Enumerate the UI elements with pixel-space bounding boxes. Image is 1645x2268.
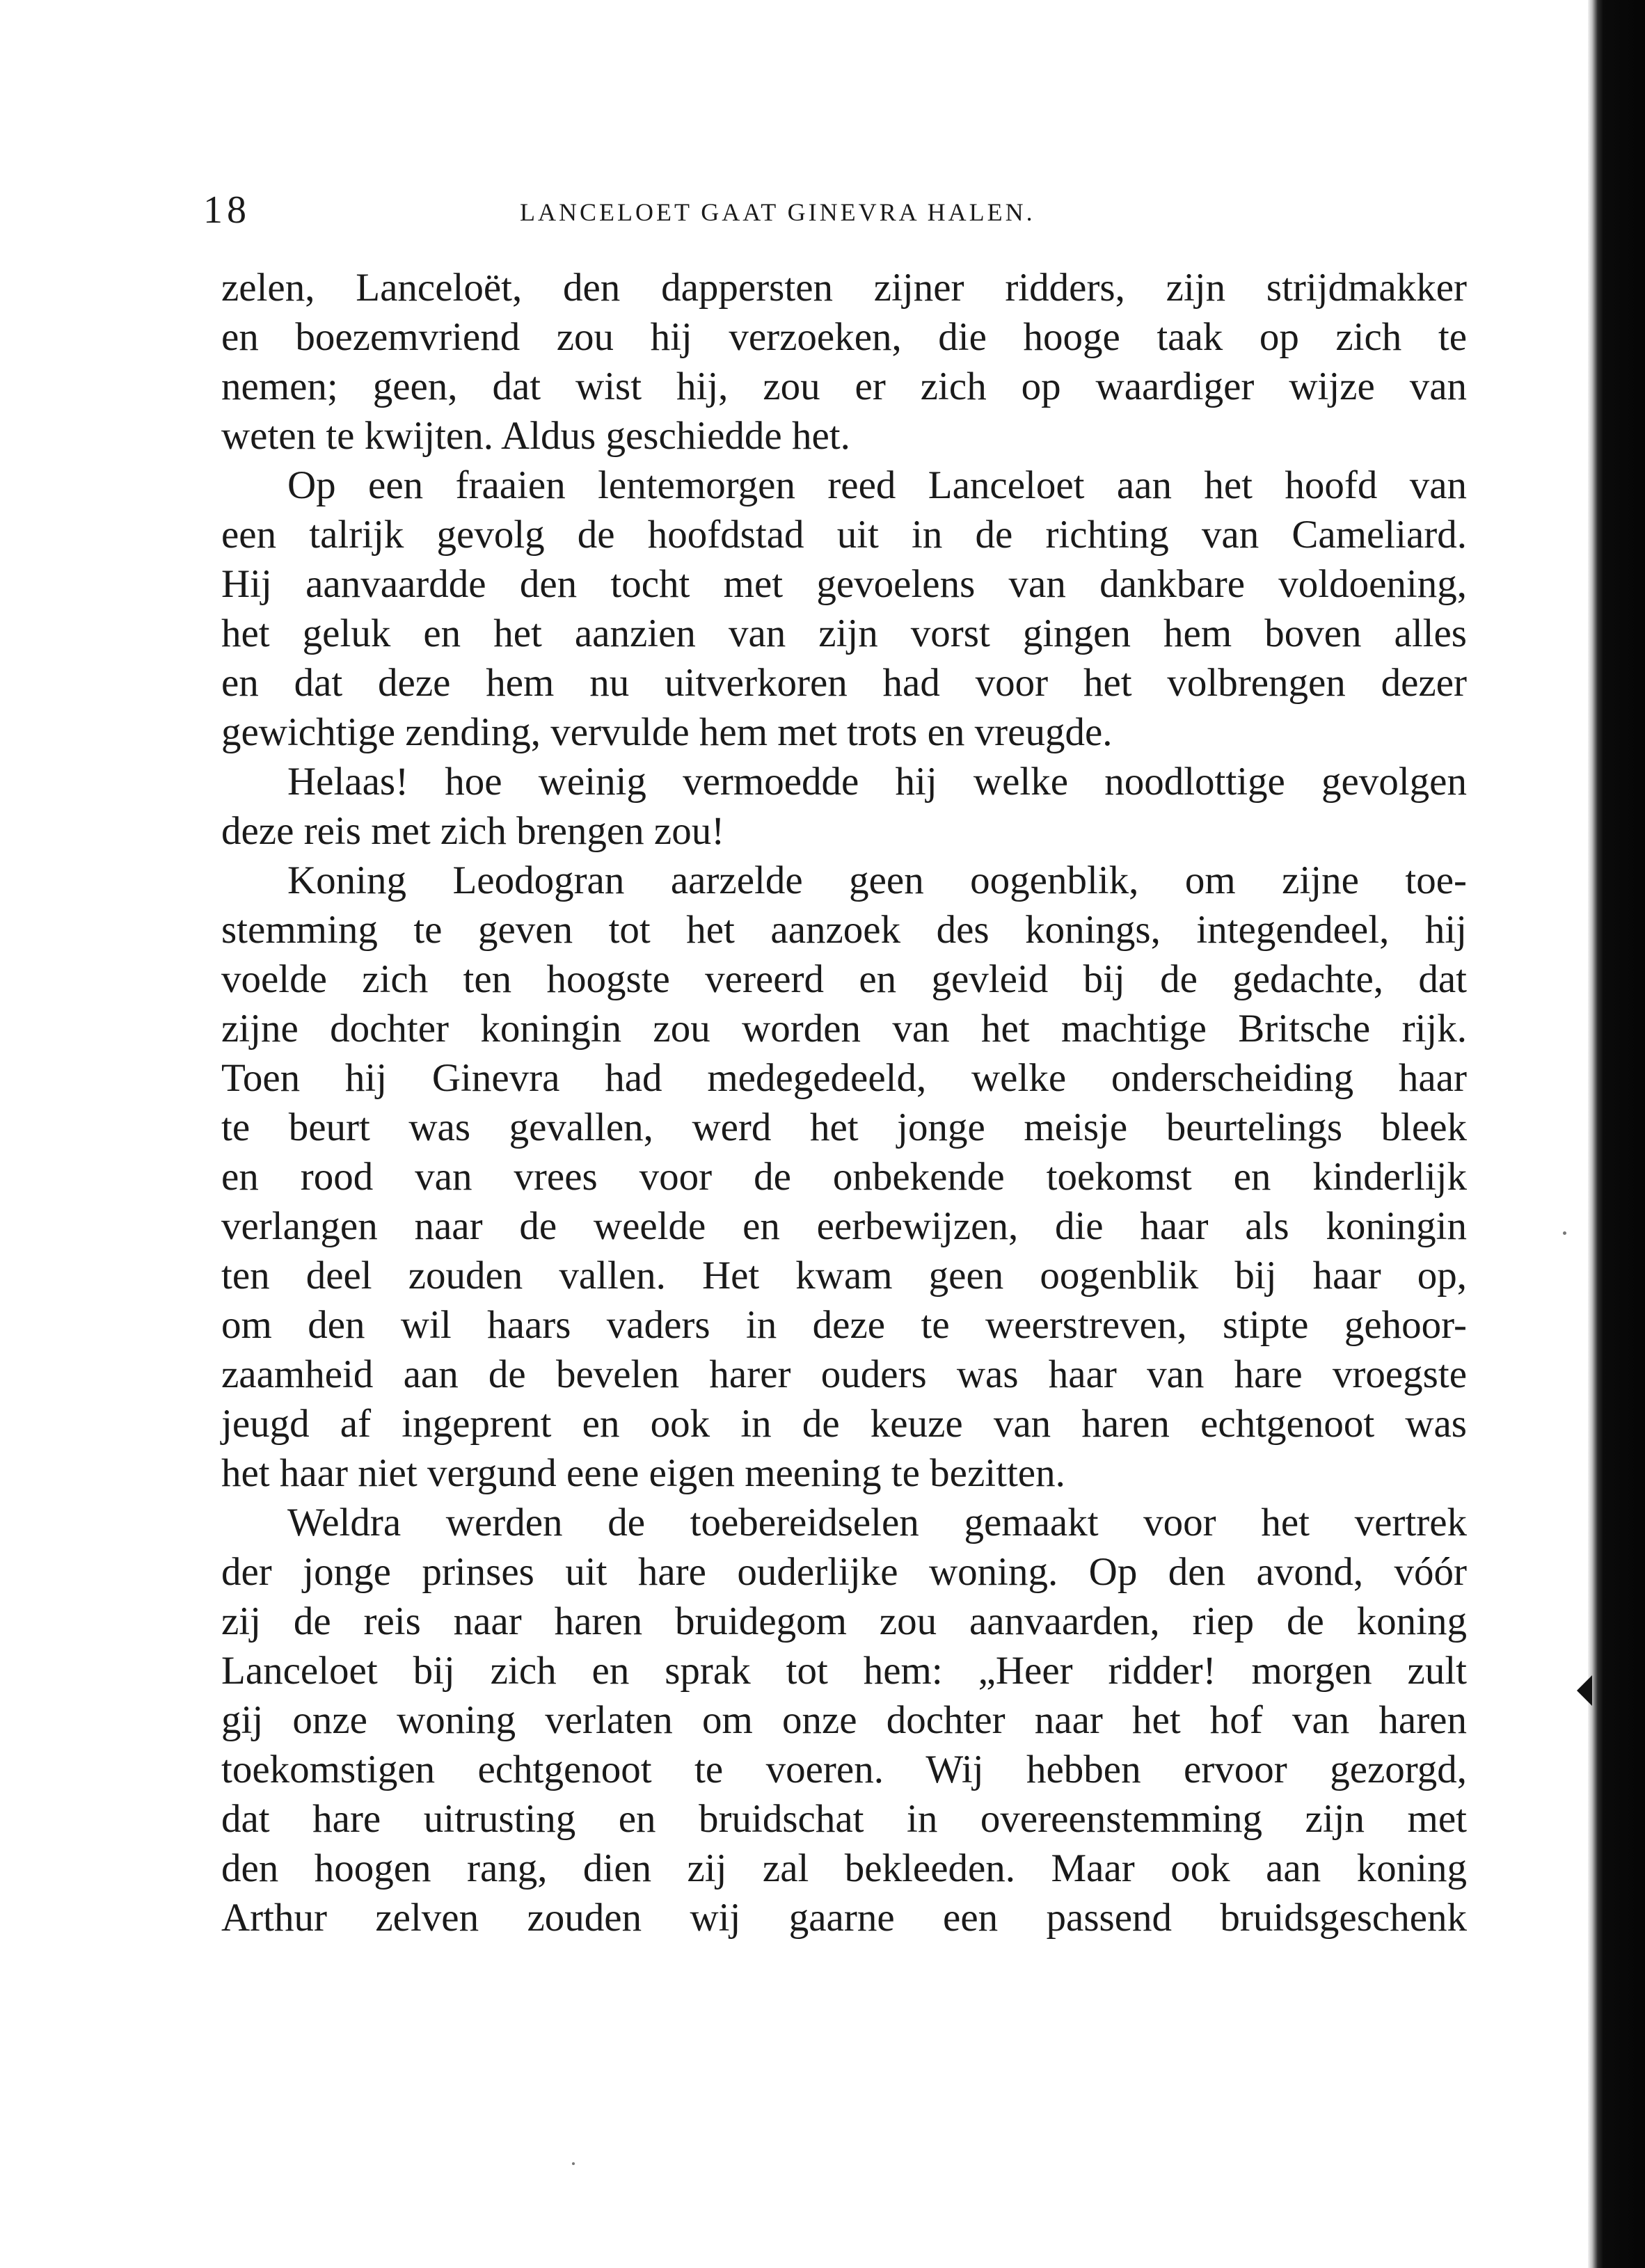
text-line: nemen; geen, dat wist hij, zou er zich op waardiger wijze van: [221, 365, 1467, 408]
scan-speck: [572, 2162, 575, 2165]
text-line: jeugd af ingeprent en ook in de keuze van haren echtgenoot was: [221, 1402, 1467, 1446]
text-line: ten deel zouden vallen. Het kwam geen oogenblik bij haar op,: [221, 1254, 1467, 1297]
text-line: toekomstigen echtgenoot te voeren. Wij hebben ervoor gezorgd,: [221, 1748, 1467, 1791]
body-text: [221, 263, 1467, 1942]
chapter-title: LANCELOET GAAT GINEVRA HALEN.: [520, 198, 1035, 226]
text-line: der jonge prinses uit hare ouderlijke woning. Op den avond, vóór: [221, 1550, 1467, 1594]
page-number: 18: [203, 189, 251, 232]
book-spine-edge: [1588, 0, 1645, 2268]
text-line: Lanceloet bij zich en sprak tot hem: „Heer ridder! morgen zult: [221, 1649, 1467, 1693]
text-line: en boezemvriend zou hij verzoeken, die hooge taak op zich te: [221, 315, 1467, 359]
text-line: gij onze woning verlaten om onze dochter naar het hof van haren: [221, 1698, 1467, 1742]
text-line: en dat deze hem nu uitverkoren had voor het volbrengen dezer: [221, 661, 1467, 705]
text-line: het geluk en het aanzien van zijn vorst gingen hem boven alles: [221, 612, 1467, 655]
text-line: weten te kwijten. Aldus geschiedde het.: [221, 414, 850, 458]
text-line: een talrijk gevolg de hoofdstad uit in de richting van Cameliard.: [221, 513, 1467, 557]
text-line: verlangen naar de weelde en eerbewijzen, die haar als koningin: [221, 1204, 1467, 1248]
text-line: dat hare uitrusting en bruidschat in overeenstemming zijn met: [221, 1797, 1467, 1841]
text-line: zij de reis naar haren bruidegom zou aanvaarden, riep de koning: [221, 1599, 1467, 1643]
text-line: Toen hij Ginevra had medegedeeld, welke onderscheiding haar: [221, 1056, 1467, 1100]
text-line: gewichtige zending, vervulde hem met trots en vreugde.: [221, 710, 1113, 754]
text-line: stemming te geven tot het aanzoek des konings, integendeel, hij: [221, 908, 1467, 952]
text-line: om den wil haars vaders in deze te weerstreven, stipte gehoor-: [221, 1303, 1467, 1347]
text-line: Arthur zelven zouden wij gaarne een passend bruidsgeschenk: [221, 1896, 1467, 1940]
text-line: zaamheid aan de bevelen harer ouders was haar van hare vroegste: [221, 1352, 1467, 1396]
text-line: Hij aanvaardde den tocht met gevoelens van dankbare voldoening,: [221, 562, 1467, 606]
text-line: Op een fraaien lentemorgen reed Lanceloet aan het hoofd van: [287, 463, 1467, 507]
text-line: deze reis met zich brengen zou!: [221, 809, 725, 853]
text-line: Weldra werden de toebereidselen gemaakt voor het vertrek: [287, 1501, 1467, 1544]
running-head: [203, 188, 1463, 243]
text-line: zijne dochter koningin zou worden van het machtige Britsche rijk.: [221, 1007, 1467, 1051]
text-line: Helaas! hoe weinig vermoedde hij welke noodlottige gevolgen: [287, 760, 1467, 804]
page-edge-notch: [1577, 1675, 1592, 1706]
scan-speck: [1563, 1231, 1566, 1235]
text-line: voelde zich ten hoogste vereerd en gevleid bij de gedachte, dat: [221, 957, 1467, 1001]
text-line: en rood van vrees voor de onbekende toekomst en kinderlijk: [221, 1155, 1467, 1199]
text-line: Koning Leodogran aarzelde geen oogenblik, om zijne toe-: [287, 859, 1467, 902]
text-line: te beurt was gevallen, werd het jonge meisje beurtelings bleek: [221, 1105, 1467, 1149]
text-line: den hoogen rang, dien zij zal bekleeden. Maar ook aan koning: [221, 1846, 1467, 1890]
text-line: zelen, Lanceloët, den dappersten zijner ridders, zijn strijdmakker: [221, 266, 1467, 310]
text-line: het haar niet vergund eene eigen meening te bezitten.: [221, 1451, 1065, 1495]
